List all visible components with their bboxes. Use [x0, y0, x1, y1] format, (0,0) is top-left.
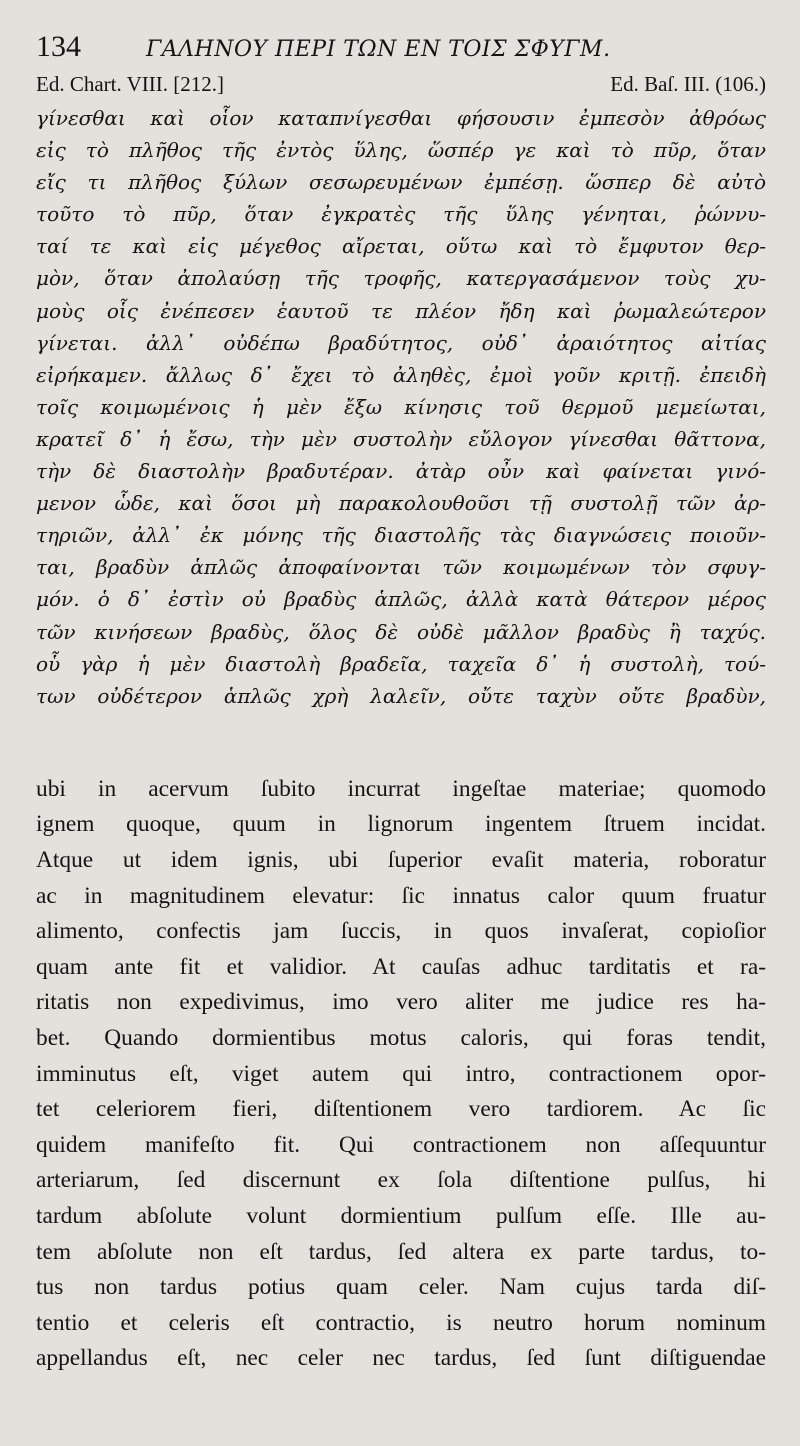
latin-text-line: arteriarum, ſed discernunt ex ſola diſtentione pulſus, hi — [36, 1167, 766, 1194]
latin-translation-block — [36, 772, 766, 1377]
greek-text-line: τοῦτο τὸ πῦρ, ὅταν ἐγκρατὲς τῆς ὕλης γένηται, ῥώννυ- — [36, 202, 766, 227]
greek-text-line: εἰς τὸ πλῆθος τῆς ἐντὸς ὕλης, ὥσπέρ γε καὶ τὸ πῦρ, ὅταν — [36, 138, 766, 163]
greek-text-line: τὴν δὲ διαστολὴν βραδυτέραν. ἀτὰρ οὖν καὶ φαίνεται γινό- — [36, 459, 766, 484]
greek-text-line: τηριῶν, ἀλλ᾽ ἐκ μόνης τῆς διαστολῆς τὰς διαγνώσεις ποιοῦν- — [36, 523, 766, 548]
latin-text-line: quam ante fit et validior. At cauſas adhuc tarditatis et ra- — [36, 953, 766, 980]
latin-text-line: tet celeriorem fieri, diſtentionem vero tardiorem. Ac ſic — [36, 1096, 766, 1123]
greek-text-line: μενον ὧδε, καὶ ὅσοι μὴ παρακολουθοῦσι τῇ συστολῇ τῶν ἀρ- — [36, 491, 766, 516]
latin-text-line: ignem quoque, quum in lignorum ingentem ſtruem incidat. — [36, 811, 766, 838]
greek-text-line: εἰρήκαμεν. ἄλλως δ᾽ ἔχει τὸ ἀληθὲς, ἐμοὶ γοῦν κριτῇ. ἐπειδὴ — [36, 362, 766, 387]
greek-text-line: τοῖς κοιμωμένοις ἡ μὲν ἔξω κίνησις τοῦ θερμοῦ μεμείωται, — [36, 394, 766, 419]
edition-basel-reference: Ed. Baſ. III. (106.) — [610, 72, 766, 96]
latin-text-line: tardum abſolute volunt dormientium pulſum eſſe. Ille au- — [36, 1202, 766, 1229]
latin-text-line: tus non tardus potius quam celer. Nam cujus tarda diſ- — [36, 1274, 766, 1301]
greek-text-line: ταί τε καὶ εἰς μέγεθος αἴρεται, οὕτω καὶ τὸ ἔμφυτον θερ- — [36, 234, 766, 259]
greek-text-line: γίνεσθαι καὶ οἷον καταπνίγεσθαι φήσουσιν ἐμπεσὸν ἀθρόως — [36, 106, 766, 130]
running-head — [36, 30, 766, 66]
greek-text-line: μοὺς οἷς ἐνέπεσεν ἑαυτοῦ τε πλέον ἤδη καὶ ῥωμαλεώτερον — [36, 298, 766, 323]
latin-text-line: bet. Quando dormientibus motus caloris, qui foras tendit, — [36, 1024, 766, 1051]
greek-text-block — [36, 102, 766, 712]
latin-text-line: tentio et celeris eſt contractio, is neutro horum nominum — [36, 1309, 766, 1336]
latin-text-line: ubi in acervum ſubito incurrat ingeſtae materiae; quomodo — [36, 775, 766, 802]
greek-text-line: γίνεται. ἀλλ᾽ οὐδέπω βραδύτητος, οὐδ᾽ ἀραιότητος αἰτίας — [36, 330, 766, 355]
edition-references — [36, 72, 766, 102]
greek-text-line: μὸν, ὅταν ἀπολαύσῃ τῆς τροφῆς, κατεργασάμενον τοὺς χυ- — [36, 266, 766, 291]
latin-text-line: appellandus eſt, nec celer nec tardus, ſed ſunt diſtiguendae — [36, 1345, 766, 1372]
latin-text-line: quidem manifeſto fit. Qui contractionem non aſſequuntur — [36, 1131, 766, 1158]
latin-text-line: imminutus eſt, viget autem qui intro, contractionem opor- — [36, 1060, 766, 1087]
greek-text-line: τῶν κινήσεων βραδὺς, ὅλος δὲ οὐδὲ μᾶλλον βραδὺς ἢ ταχύς. — [36, 619, 766, 644]
latin-text-line: ac in magnitudinem elevatur: ſic innatus calor quum fruatur — [36, 882, 766, 909]
latin-text-line: Atque ut idem ignis, ubi ſuperior evaſit materia, roboratur — [36, 846, 766, 873]
edition-chart-reference: Ed. Chart. VIII. [212.] — [36, 72, 224, 96]
page-number: 134 — [36, 30, 81, 63]
latin-text-line: alimento, confectis jam ſuccis, in quos invaſerat, copioſior — [36, 918, 766, 945]
greek-text-line: μόν. ὁ δ᾽ ἐστὶν οὐ βραδὺς ἁπλῶς, ἀλλὰ κατὰ θάτερον μέρος — [36, 587, 766, 612]
greek-text-line: κρατεῖ δ᾽ ἡ ἔσω, τὴν μὲν συστολὴν εὔλογον γίνεσθαι θᾶττονα, — [36, 426, 766, 451]
running-title: ΓΑΛΗΝΟΥ ΠΕΡΙ ΤΩΝ ΕΝ ΤΟΙΣ ΣΦΥΓΜ. — [146, 37, 611, 62]
greek-text-line: ται, βραδὺν ἁπλῶς ἀποφαίνονται τῶν κοιμωμένων τὸν σφυγ- — [36, 555, 766, 580]
greek-text-line: εἴς τι πλῆθος ξύλων σεσωρευμένων ἐμπέσῃ. ὥσπερ δὲ αὐτὸ — [36, 170, 766, 195]
greek-text-line: οὗ γὰρ ἡ μὲν διαστολὴ βραδεῖα, ταχεῖα δ᾽ ἡ συστολὴ, τού- — [36, 651, 766, 676]
latin-text-line: ritatis non expedivimus, imo vero aliter me judice res ha- — [36, 989, 766, 1016]
latin-text-line: tem abſolute non eſt tardus, ſed altera ex parte tardus, to- — [36, 1238, 766, 1265]
greek-text-line: των οὐδέτερον ἁπλῶς χρὴ λαλεῖν, οὔτε ταχὺν οὔτε βραδὺν, — [36, 683, 766, 708]
